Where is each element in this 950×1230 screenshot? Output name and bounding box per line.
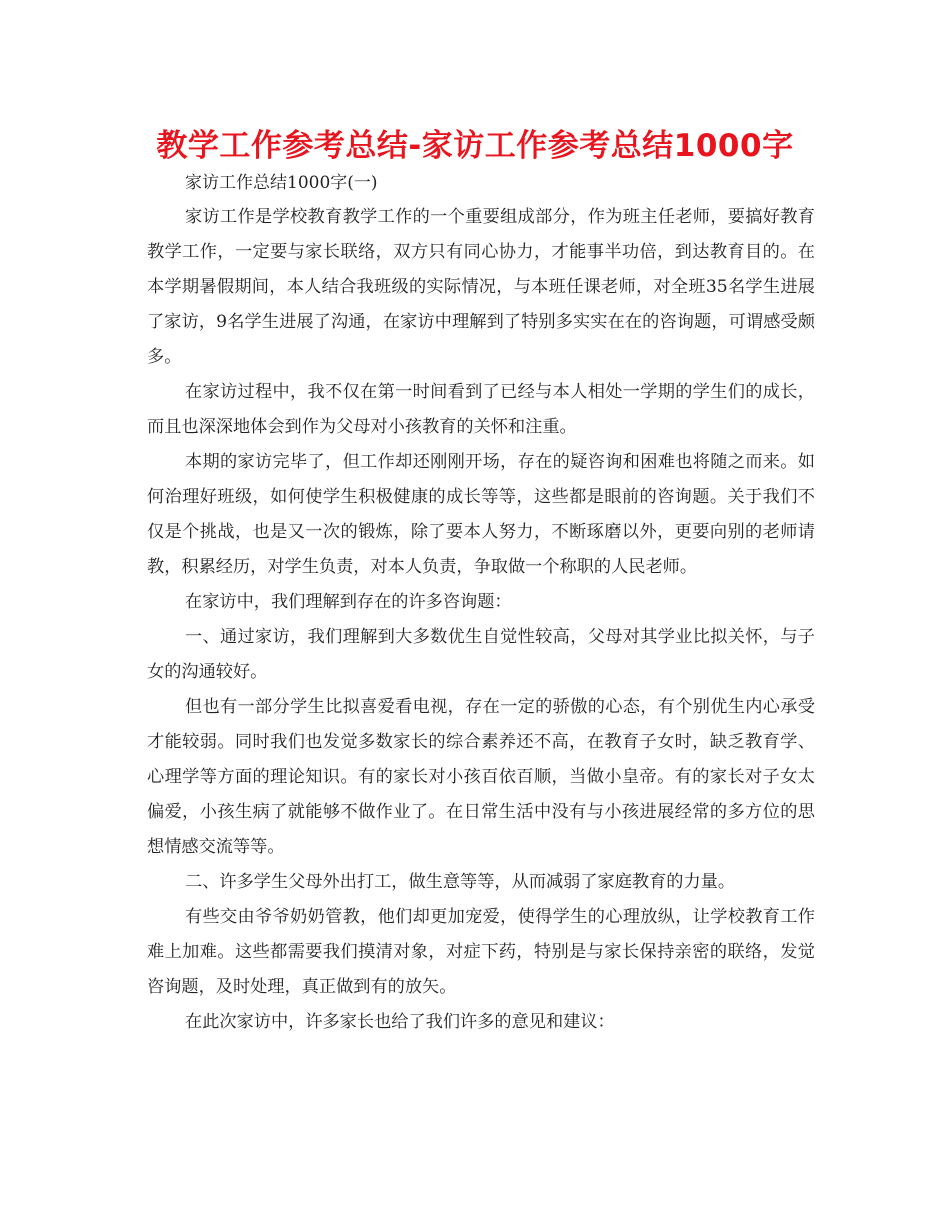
paragraph: 家访工作是学校教育教学工作的一个重要组成部分，作为班主任老师，要搞好教育教学工作，一定要与家长联络，双方只有同心协力，才能事半功倍，到达教育目的。在本学期暑假期间，本人结合我班级的实际情况，与本班任课老师，对全班35名学生进展了家访，9名学生进展了沟通，在家访中理解到了特别多实实在在的咨询题，可谓感受颇多。: [147, 207, 815, 367]
paragraph: 但也有一部分学生比拟喜爱看电视，存在一定的骄傲的心态，有个别优生内心承受才能较弱。同时我们也发觉多数家长的综合素养还不高，在教育子女时，缺乏教育学、心理学等方面的理论知识。有的家长对小孩百依百顺，当做小皇帝。有的家长对子女太偏爱，小孩生病了就能够不做作业了。在日常生活中没有与小孩进展经常的多方位的思想情感交流等等。: [147, 697, 815, 857]
paragraph: 二、许多学生父母外出打工，做生意等等，从而减弱了家庭教育的力量。: [185, 872, 736, 892]
paragraph: 在家访过程中，我不仅在第一时间看到了已经与本人相处一学期的学生们的成长，而且也深深地体会到作为父母对小孩教育的关怀和注重。: [147, 382, 815, 437]
document-subtitle: 家访工作总结1000字(一): [185, 173, 378, 193]
paragraph: 有些交由爷爷奶奶管教，他们却更加宠爱，使得学生的心理放纵，让学校教育工作难上加难。这些都需要我们摸清对象，对症下药，特别是与家长保持亲密的联络，发觉咨询题，及时处理，真正做到有的放矢。: [147, 907, 815, 997]
paragraph: 本期的家访完毕了，但工作却还刚刚开场，存在的疑咨询和困难也将随之而来。如何治理好班级，如何使学生积极健康的成长等等，这些都是眼前的咨询题。关于我们不仅是个挑战，也是又一次的锻炼，除了要本人努力，不断琢磨以外，更要向别的老师请教，积累经历，对学生负责，对本人负责，争取做一个称职的人民老师。: [147, 452, 815, 577]
document-title: 教学工作参考总结-家访工作参考总结1000字: [156, 128, 794, 164]
document-body: [147, 200, 815, 1040]
paragraph: 在此次家访中，许多家长也给了我们许多的意见和建议：: [185, 1012, 615, 1032]
paragraph: 一、通过家访，我们理解到大多数优生自觉性较高，父母对其学业比拟关怀，与子女的沟通较好。: [147, 627, 815, 682]
paragraph: 在家访中，我们理解到存在的许多咨询题：: [185, 592, 512, 612]
